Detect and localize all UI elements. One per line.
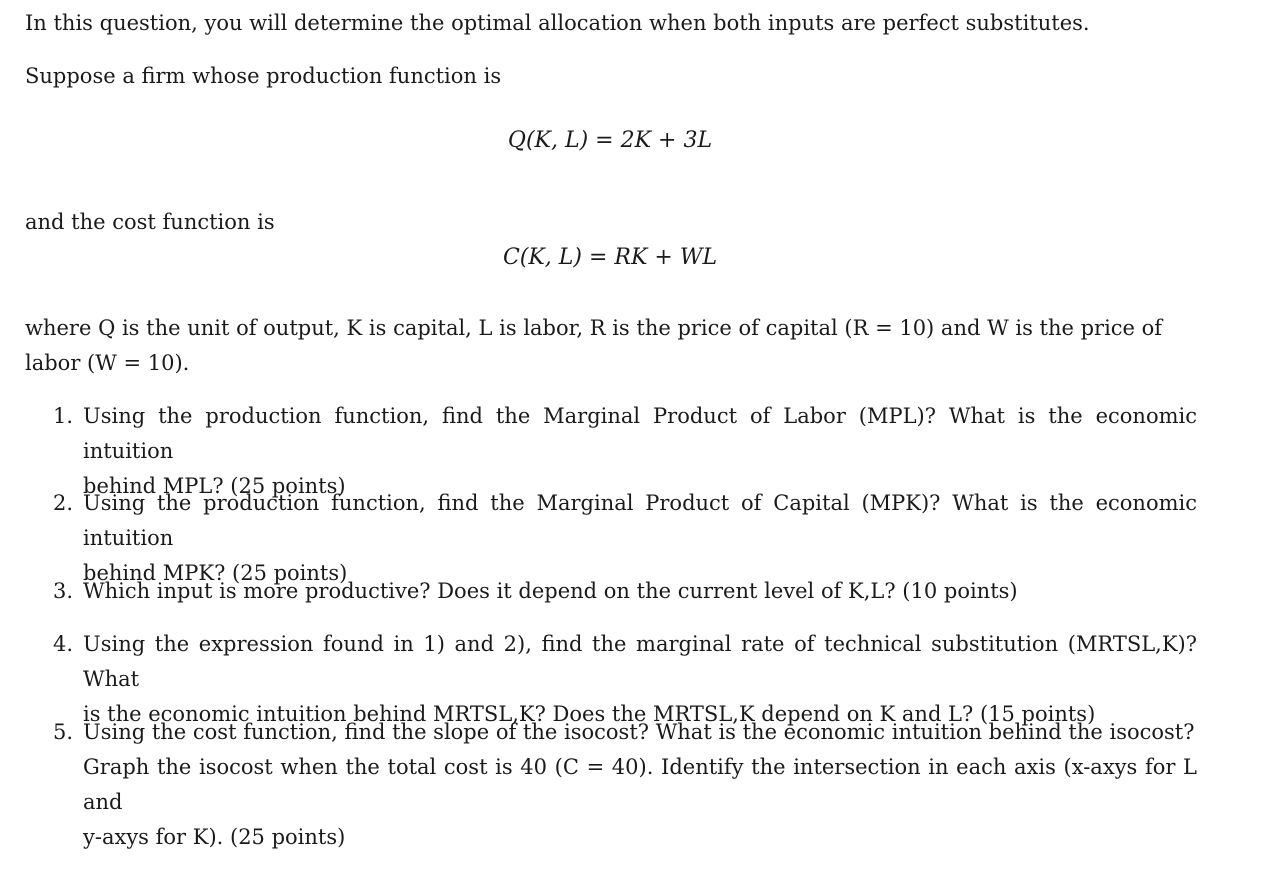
production-function-relation: =: [595, 128, 614, 153]
question-text-line: y-axys for K). (25 points): [83, 825, 346, 849]
intro-text: In this question, you will determine the optimal allocation when both inputs are perfect substitutes.: [25, 11, 1090, 35]
cost-function-equation: [0, 243, 1220, 273]
question-number: 4.: [53, 632, 74, 656]
question-text-line: behind MPL? (25 points): [83, 474, 346, 498]
production-function-intro: Suppose a firm whose production function is: [25, 64, 502, 88]
question-text-line: Using the expression found in 1) and 2), find the marginal rate of technical substitution (MRTSL,K)? What: [83, 632, 1197, 691]
question-number: 3.: [53, 579, 74, 603]
production-function-lhs: Q(K, L): [507, 128, 589, 153]
question-item: [53, 574, 1197, 609]
question-text-line: Which input is more productive? Does it depend on the current level of K,L? (10 points): [83, 579, 1018, 603]
variable-definitions-line-1: where Q is the unit of output, K is capital, L is labor, R is the price of capital (R = 10) and W is the price of: [25, 316, 1163, 340]
question-number: 2.: [53, 491, 74, 515]
variable-definitions-line-2: labor (W = 10).: [25, 351, 190, 375]
question-text-line: Using the production function, find the Marginal Product of Capital (MPK)? What is the economic intuition: [83, 491, 1197, 550]
question-text-line: behind MPK? (25 points): [83, 561, 348, 585]
question-number: 1.: [53, 404, 74, 428]
cost-function-lhs: C(K, L): [502, 245, 582, 270]
question-text-line: is the economic intuition behind MRTSL,K? Does the MRTSL,K depend on K and L? (15 points): [83, 702, 1096, 726]
question-item: [53, 715, 1197, 855]
cost-function-rhs: RK + WL: [614, 245, 718, 270]
question-number: 5.: [53, 720, 74, 744]
variable-definitions: [25, 311, 1197, 381]
question-text-line: Using the production function, find the Marginal Product of Labor (MPL)? What is the economic intuition: [83, 404, 1197, 463]
cost-function-relation: =: [588, 245, 608, 270]
question-text-line: Graph the isocost when the total cost is 40 (C = 40). Identify the intersection in each axis (x-axys for L and: [83, 755, 1197, 814]
question-text-line: Using the cost function, find the slope of the isocost? What is the economic intuition behind the isocost?: [83, 720, 1195, 744]
cost-function-intro: and the cost function is: [25, 210, 275, 234]
production-function-equation: [0, 126, 1220, 156]
production-function-rhs: 2K + 3L: [620, 128, 713, 153]
